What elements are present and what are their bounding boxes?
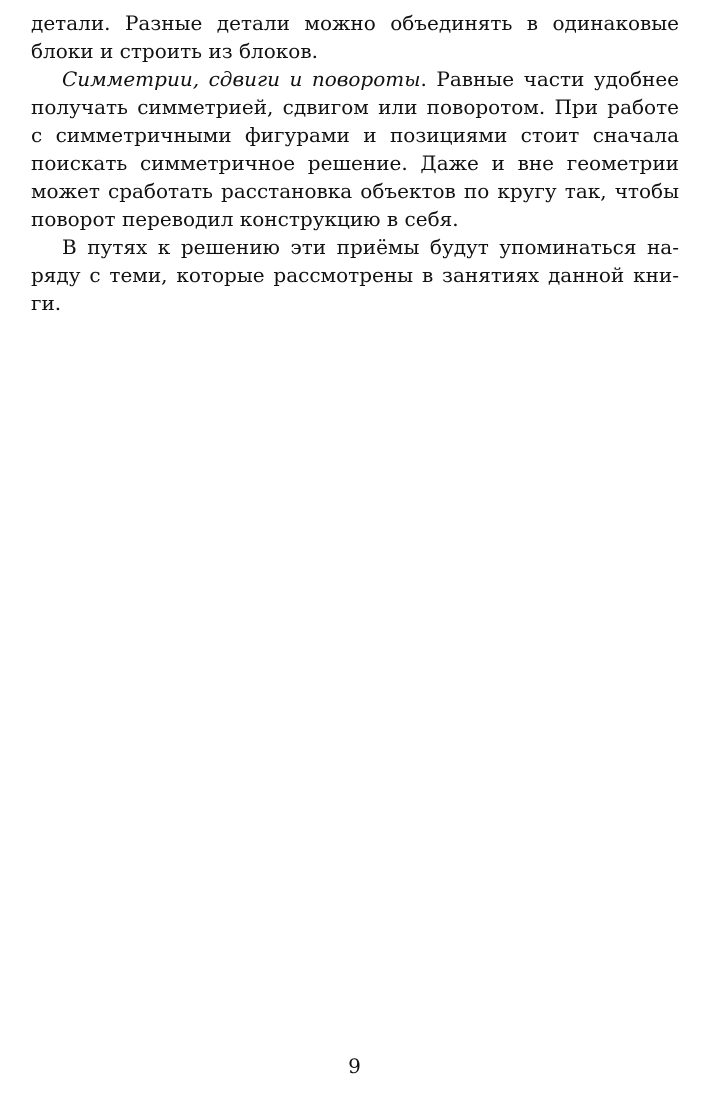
italic-lead-phrase: Симметрии, сдвиги и повороты [62,67,421,91]
text-line: с симметричными фигурами и позициями стоит сначала [31,123,679,147]
text-line: получать симметрией, сдвигом или поворотом. При работе [31,95,679,119]
page-number: 9 [348,1054,361,1078]
text-line: может сработать расстановка объектов по кругу так, чтобы [31,179,679,203]
text-line: ряду с теми, которые рассмотрены в занятиях данной кни- [31,263,679,287]
text-line: поискать симметричное решение. Даже и вне геометрии [31,151,679,175]
paragraph-1 [31,9,679,65]
text-line [31,65,679,93]
text-fragment: . Равные части удобнее [420,67,680,91]
paragraph-3 [31,233,679,317]
text-line: ги. [31,291,62,315]
paragraph-2 [31,65,679,233]
text-line: блоки и строить из блоков. [31,39,318,63]
page-body [31,9,679,317]
text-line: поворот переводил конструкцию в себя. [31,207,459,231]
text-line: В путях к решению эти приёмы будут упоминаться на- [62,235,679,259]
text-line: детали. Разные детали можно объединять в одинаковые [31,11,679,35]
